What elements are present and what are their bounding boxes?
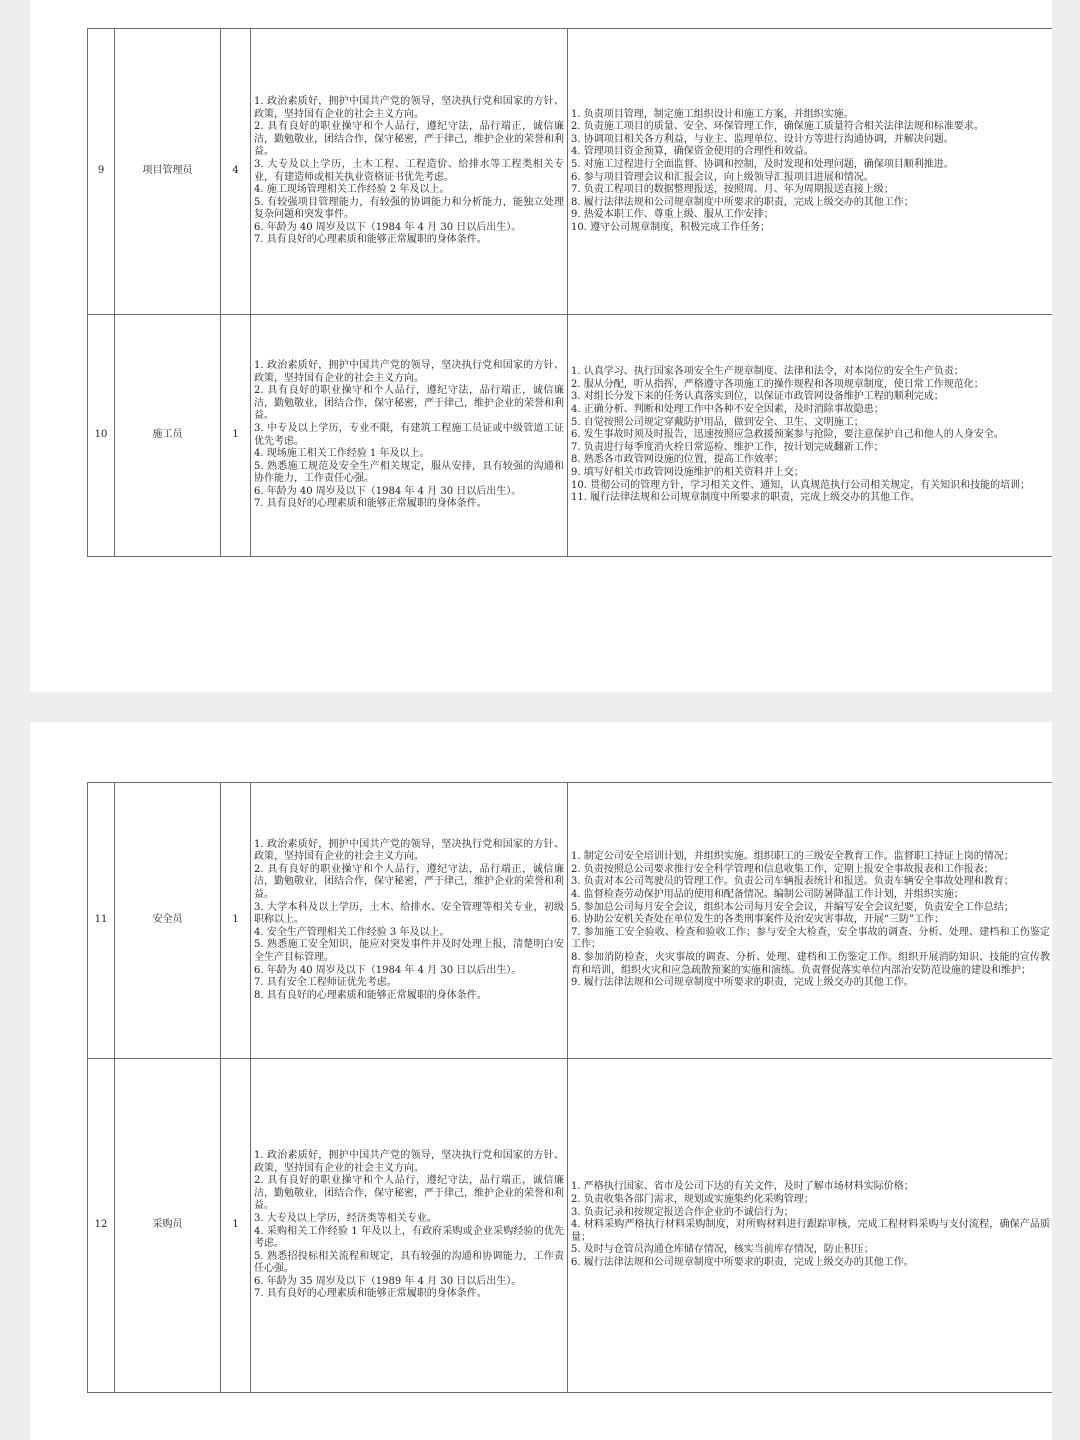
requirements-list	[254, 1148, 564, 1303]
list-item: 4. 采购相关工作经验 1 年及以上，有政府采购或企业采购经验的优先考虑。	[254, 1225, 564, 1250]
duties-list	[571, 107, 1050, 237]
row-number: 9	[88, 29, 115, 315]
duties-cell	[568, 783, 1053, 1059]
duties-list	[571, 849, 1050, 992]
list-item: 3. 中专及以上学历，专业不限，有建筑工程施工员证或中级管道工证优先考虑。	[254, 422, 564, 447]
list-item: 1. 严格执行国家、省市及公司下达的有关文件，及时了解市场材料实际价格；	[571, 1181, 914, 1193]
list-item: 8. 履行法律法规和公司规章制度中所要求的职责，完成上级交办的其他工作；	[571, 196, 914, 208]
list-item: 7. 负责进行每季度消火栓日常巡检、维护工作，按计划完成翻新工作；	[571, 441, 884, 453]
requirements-cell	[251, 29, 568, 315]
duties-cell	[568, 29, 1053, 315]
list-item: 3. 协调项目相关各方利益，与业主、监理单位、设计方等进行沟通协调，并解决问题。	[571, 133, 954, 145]
list-item: 5. 自觉按照公司规定穿戴防护用品，做到安全、卫生、文明施工；	[571, 416, 864, 428]
requirements-cell	[251, 1059, 568, 1393]
list-item: 6. 年龄为 40 周岁及以下（1984 年 4 月 30 日以后出生）。	[254, 485, 522, 497]
list-item: 4. 现场施工相关工作经验 1 年及以上。	[254, 448, 430, 460]
list-item: 5. 对施工过程进行全面监督、协调和控制，及时发现和处理问题，确保项目顺利推进。	[571, 158, 954, 170]
list-item: 4. 材料采购严格执行材料采购制度，对所购材料进行跟踪审核，完成工程材料采购与支付流程，确保产品质量；	[571, 1219, 1050, 1243]
headcount: 1	[221, 783, 251, 1059]
list-item: 9. 热爱本职工作、尊重上级、服从工作安排；	[571, 209, 774, 221]
list-item: 1. 政治素质好，拥护中国共产党的领导，坚决执行党和国家的方针、政策，坚持国有企业的社会主义方向。	[254, 1149, 564, 1174]
list-item: 7. 具有安全工程师证优先考虑。	[254, 977, 397, 989]
headcount: 1	[221, 315, 251, 557]
list-item: 11. 履行法律法规和公司规章制度中所要求的职责，完成上级交办的其他工作。	[571, 492, 921, 504]
requirements-cell	[251, 315, 568, 557]
position-name: 项目管理员	[115, 29, 221, 315]
list-item: 6. 发生事故时须及时报告，迅速按照应急救援预案参与抢险，要注意保护自己和他人的人身安全。	[571, 429, 1004, 441]
list-item: 2. 负责按照总公司要求推行安全科学管理和信息收集工作，定期上报安全事故报表和工作报表；	[571, 863, 994, 875]
list-item: 6. 参与项目管理会议和汇报会议，向上级领导汇报项目进展和情况。	[571, 171, 874, 183]
duties-list	[571, 1179, 1050, 1271]
list-item: 2. 具有良好的职业操守和个人品行，遵纪守法，品行端正，诚信廉洁，勤勉敬业，团结合作，保守秘密，严于律己，维护企业的荣誉和利益。	[254, 121, 564, 158]
list-item: 3. 大专及以上学历，土木工程、工程造价、给排水等工程类相关专业，有建造师或相关执业资格证书优先考虑。	[254, 158, 564, 183]
list-item: 5. 有较强项目管理能力，有较强的协调能力和分析能力，能独立处理复杂问题和突发事件。	[254, 196, 564, 221]
list-item: 6. 年龄为 40 周岁及以下（1984 年 4 月 30 日以后出生）。	[254, 964, 522, 976]
duties-list	[571, 364, 1050, 507]
job-table-page-2	[87, 782, 1052, 1393]
list-item: 10. 遵守公司规章制度，积极完成工作任务；	[571, 221, 771, 233]
position-name: 采购员	[115, 1059, 221, 1393]
list-item: 5. 熟悉招投标相关流程和规定，具有较强的沟通和协调能力，工作责任心强。	[254, 1250, 564, 1275]
list-item: 2. 具有良好的职业操守和个人品行，遵纪守法，品行端正，诚信廉洁，勤勉敬业，团结合作，保守秘密，严于律己，维护企业的荣誉和利益。	[254, 385, 564, 422]
position-name: 安全员	[115, 783, 221, 1059]
list-item: 4. 正确分析、判断和处理工作中各种不安全因素，及时消除事故隐患；	[571, 404, 884, 416]
row-number: 12	[88, 1059, 115, 1393]
list-item: 7. 参加施工安全验收、检查和验收工作；参与安全大检查，安全事故的调查、分析、处理、建档和工伤鉴定工作；	[571, 926, 1050, 951]
job-table-page-1	[87, 28, 1052, 557]
list-item: 6. 协助公安机关查处在单位发生的各类刑事案件及治安灾害事故，开展“三防”工作；	[571, 914, 944, 926]
list-item: 3. 大专及以上学历，经济类等相关专业。	[254, 1212, 437, 1224]
list-item: 3. 大学本科及以上学历，土木、给排水、安全管理等相关专业，初级职称以上。	[254, 901, 564, 926]
table-row	[88, 315, 1053, 557]
list-item: 7. 具有良好的心理素质和能够正常履职的身体条件。	[254, 234, 487, 246]
list-item: 6. 年龄为 40 周岁及以下（1984 年 4 月 30 日以后出生）。	[254, 221, 522, 233]
list-item: 8. 参加消防检查，火灾事故的调查、分析、处理、建档和工伤鉴定工作。组织开展消防知识、技能的宣传教育和培训，组织火灾和应急疏散预案的实施和演练。负责督促落实单位内部治安防范设施的建设和维护；	[571, 951, 1050, 976]
list-item: 2. 具有良好的职业操守和个人品行，遵纪守法，品行端正，诚信廉洁，勤勉敬业，团结合作，保守秘密，严于律己，维护企业的荣誉和利益。	[254, 1175, 564, 1212]
list-item: 3. 对组长分发下来的任务认真落实到位，以保证市政管网设备维护工程的顺利完成；	[571, 391, 944, 403]
list-item: 1. 认真学习、执行国家各项安全生产规章制度、法律和法令，对本岗位的安全生产负责；	[571, 366, 964, 378]
list-item: 1. 负责项目管理，制定施工组织设计和施工方案，并组织实施。	[571, 108, 854, 120]
list-item: 5. 参加总公司每月安全会议，组织本公司每月安全会议，并编写安全会议纪要，负责安全工作总结；	[571, 901, 1014, 913]
list-item: 9. 填写好相关市政管网设施维护的相关资料并上交；	[571, 466, 804, 478]
list-item: 7. 具有良好的心理素质和能够正常履职的身体条件。	[254, 1288, 487, 1300]
list-item: 2. 负责收集各部门需求，规划或实施集约化采购管理；	[571, 1194, 814, 1206]
document-page-2	[30, 722, 1052, 1440]
table-row	[88, 29, 1053, 315]
row-number: 10	[88, 315, 115, 557]
requirements-list	[254, 94, 564, 249]
list-item: 2. 具有良好的职业操守和个人品行，遵纪守法，品行端正，诚信廉洁，勤勉敬业，团结合作，保守秘密，严于律己，维护企业的荣誉和利益。	[254, 863, 564, 901]
list-item: 2. 服从分配，听从指挥，严格遵守各项施工的操作规程和各项规章制度，使日常工作规范化；	[571, 378, 984, 390]
list-item: 7. 负责工程项目的数据整理报送，按照周、月、年为周期报送直接上级；	[571, 184, 894, 196]
list-item: 1. 政治素质好，拥护中国共产党的领导，坚决执行党和国家的方针、政策，坚持国有企业的社会主义方向。	[254, 838, 564, 863]
list-item: 1. 政治素质好，拥护中国共产党的领导，坚决执行党和国家的方针、政策，坚持国有企业的社会主义方向。	[254, 359, 564, 384]
table-row	[88, 1059, 1053, 1393]
requirements-list	[254, 837, 564, 1005]
list-item: 3. 负责对本公司驾驶员的管理工作。负责公司车辆报表统计和报送。负责车辆安全事故处理和教育；	[571, 876, 1014, 888]
list-item: 8. 熟悉各市政管网设施的位置，提高工作效率；	[571, 454, 784, 466]
list-item: 10. 贯彻公司的管理方针，学习相关文件、通知，认真规范执行公司相关规定，有关知识和技能的培训；	[571, 479, 1031, 491]
list-item: 5. 熟悉施工安全知识，能应对突发事件并及时处理上报，清楚明白安全生产目标管理。	[254, 939, 564, 963]
list-item: 3. 负责记录和按规定报送合作企业的不诚信行为；	[571, 1206, 794, 1218]
list-item: 1. 政治素质好，拥护中国共产党的领导，坚决执行党和国家的方针、政策，坚持国有企业的社会主义方向。	[254, 95, 564, 120]
position-name: 施工员	[115, 315, 221, 557]
duties-cell	[568, 315, 1053, 557]
requirements-list	[254, 358, 564, 513]
list-item: 5. 及时与仓管员沟通仓库储存情况，核实当前库存情况，防止积压；	[571, 1244, 874, 1256]
list-item: 9. 履行法律法规和公司规章制度中所要求的职责，完成上级交办的其他工作。	[571, 977, 914, 989]
list-item: 2. 负责施工项目的质量、安全、环保管理工作，确保施工质量符合相关法律法规和标准要求。	[571, 121, 984, 133]
list-item: 8. 具有良好的心理素质和能够正常履职的身体条件。	[254, 989, 487, 1001]
list-item: 6. 年龄为 35 周岁及以下（1989 年 4 月 30 日以后出生）。	[254, 1275, 522, 1287]
list-item: 4. 安全生产管理相关工作经验 3 年及以上。	[254, 926, 450, 938]
table-row	[88, 783, 1053, 1059]
list-item: 5. 熟悉施工规范及安全生产相关规定，服从安排，具有较强的沟通和协作能力，工作责任心强。	[254, 460, 564, 485]
list-item: 4. 施工现场管理相关工作经验 2 年及以上。	[254, 184, 450, 196]
list-item: 4. 监督检查劳动保护用品的使用和配备情况。编制公司防暑降温工作计划，并组织实施；	[571, 889, 964, 901]
requirements-cell	[251, 783, 568, 1059]
duties-cell	[568, 1059, 1053, 1393]
document-page-1	[30, 0, 1052, 692]
row-number: 11	[88, 783, 115, 1059]
list-item: 7. 具有良好的心理素质和能够正常履职的身体条件。	[254, 498, 487, 510]
headcount: 1	[221, 1059, 251, 1393]
list-item: 1. 制定公司安全培训计划，并组织实施。组织职工的三级安全教育工作。监督职工持证上岗的情况；	[571, 851, 1014, 863]
list-item: 4. 管理项目资金预算，确保资金使用的合理性和效益。	[571, 146, 814, 158]
list-item: 6. 履行法律法规和公司规章制度中所要求的职责，完成上级交办的其他工作。	[571, 1256, 914, 1268]
headcount: 4	[221, 29, 251, 315]
